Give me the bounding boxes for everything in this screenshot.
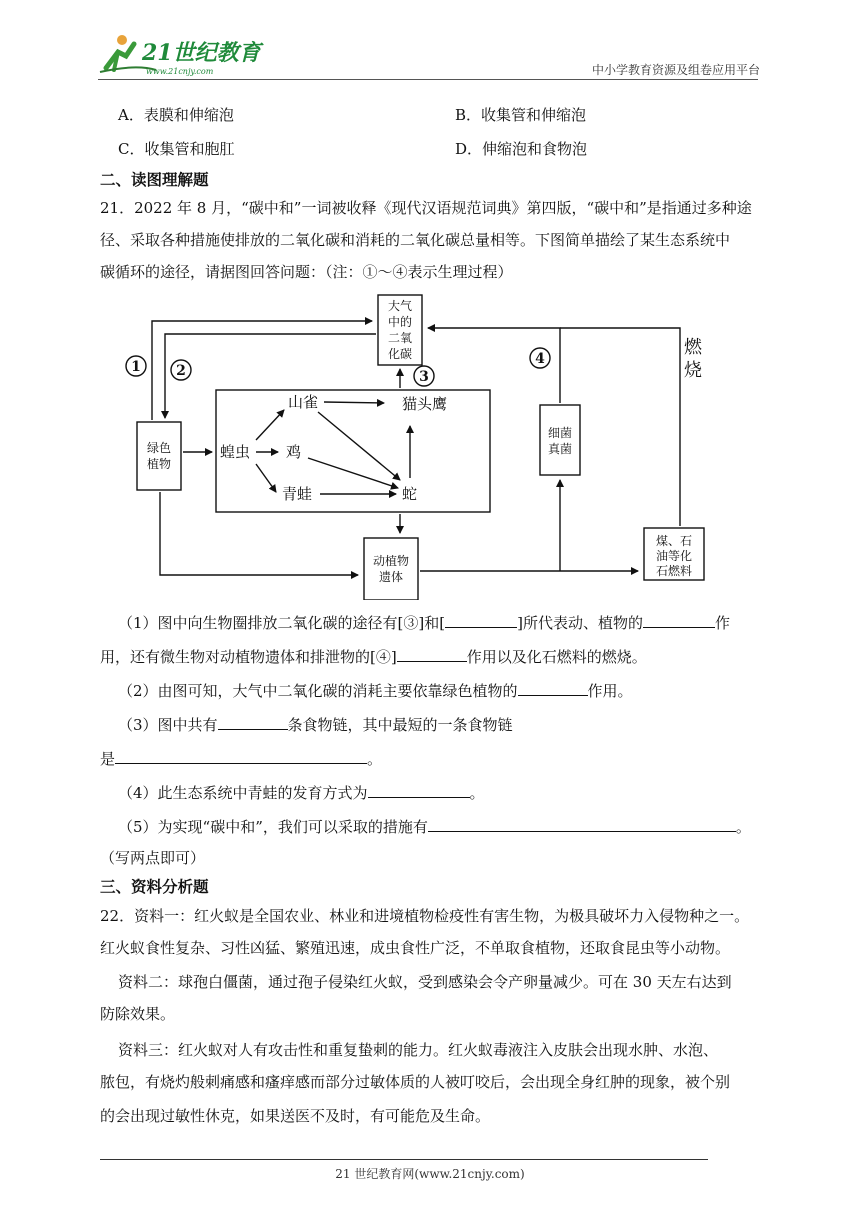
q21-sub5 bbox=[118, 816, 751, 837]
answer-blank-2[interactable] bbox=[643, 612, 715, 628]
arrow-plants-remains bbox=[160, 492, 358, 575]
answer-blank-7[interactable] bbox=[368, 782, 470, 798]
organism-owl: 猫头鹰 bbox=[402, 395, 448, 413]
answer-blank-3[interactable] bbox=[397, 646, 467, 662]
answer-blank-5[interactable] bbox=[218, 714, 288, 730]
atmosphere-label-3: 二氧 bbox=[387, 331, 413, 345]
answer-blank-6[interactable] bbox=[115, 748, 367, 764]
organism-snake: 蛇 bbox=[402, 485, 418, 503]
q21-sub1-text-b: ]所代表动、植物的 bbox=[517, 614, 643, 632]
option-d: D．伸缩泡和食物泡 bbox=[455, 140, 588, 158]
organism-chicken: 鸡 bbox=[286, 443, 302, 461]
fossil-label-2: 油等化 bbox=[655, 549, 693, 563]
q21-sub2 bbox=[118, 680, 633, 701]
answer-blank-1[interactable] bbox=[445, 612, 517, 628]
q21-sub3-text-c: 是 bbox=[100, 750, 116, 768]
q22-line-7: 的会出现过敏性休克，如果送医不及时，有可能危及生命。 bbox=[100, 1107, 491, 1125]
arrow-sparrow-snake bbox=[318, 412, 400, 480]
logo-text: 21世纪教育 bbox=[142, 40, 261, 66]
answer-blank-8[interactable] bbox=[428, 816, 736, 832]
q21-line-3: 碳循环的途径，请据图回答问题：（注：①～④表示生理过程） bbox=[100, 263, 513, 281]
footer-divider bbox=[100, 1159, 708, 1160]
atmosphere-label-2: 中的 bbox=[387, 315, 413, 329]
q21-sub3-line1 bbox=[118, 714, 513, 735]
arrow-sparrow-owl bbox=[324, 402, 384, 403]
marker-4: 4 bbox=[535, 351, 545, 367]
remains-label-2: 遗体 bbox=[378, 570, 404, 584]
q22-line-5: 资料三：红火蚁对人有攻击性和重复蛰刺的能力。红火蚁毒液注入皮肤会出现水肿、水泡、 bbox=[118, 1041, 719, 1059]
q21-sub5-text-a: （5）为实现“碳中和”，我们可以采取的措施有 bbox=[118, 818, 428, 836]
q22-line-4: 防除效果。 bbox=[100, 1005, 176, 1023]
footer-text: 21 世纪教育网(www.21cnjy.com) bbox=[335, 1167, 525, 1181]
green-plants-box bbox=[137, 422, 181, 490]
section-title-reading: 二、读图理解题 bbox=[100, 171, 209, 189]
q21-sub2-text-b: 作用。 bbox=[587, 682, 633, 700]
green-plants-label-1: 绿色 bbox=[146, 441, 172, 455]
marker-1: 1 bbox=[131, 359, 141, 375]
atmosphere-label-1: 大气 bbox=[387, 299, 413, 313]
arrow-2 bbox=[165, 334, 376, 418]
q21-sub3-text-a: （3）图中共有 bbox=[118, 716, 218, 734]
atmosphere-label-4: 化碳 bbox=[387, 347, 413, 361]
q22-line-1: 22．资料一：红火蚁是全国农业、林业和进境植物检疫性有害生物，为极具破坏力入侵物种之一。 bbox=[100, 907, 750, 925]
burn-label-2: 烧 bbox=[684, 360, 702, 381]
q21-sub2-text-a: （2）由图可知，大气中二氧化碳的消耗主要依靠绿色植物的 bbox=[118, 682, 518, 700]
q21-sub3-text-d: 。 bbox=[367, 750, 383, 768]
arrow-locust-frog bbox=[256, 464, 276, 492]
q22-line-6: 脓包，有烧灼般刺痛感和瘙痒感而部分过敏体质的人被叮咬后，会出现全身红肿的现象，被个别 bbox=[100, 1073, 731, 1091]
organism-locust: 蝗虫 bbox=[220, 443, 251, 461]
q21-line-2: 径、采取各种措施使排放的二氧化碳和消耗的二氧化碳总量相等。下图简单描绘了某生态系统中 bbox=[100, 231, 731, 249]
q21-sub1-line1 bbox=[118, 612, 730, 633]
q21-sub1-text-a: （1）图中向生物圈排放二氧化碳的途径有[③]和[ bbox=[118, 614, 446, 632]
q22-line-2: 红火蚁食性复杂、习性凶猛、繁殖迅速，成虫食性广泛，不单取食植物，还取食昆虫等小动物。 bbox=[100, 939, 731, 957]
organism-frog: 青蛙 bbox=[282, 485, 313, 503]
q21-sub5-text-b: 。 bbox=[735, 818, 751, 836]
q21-sub4-text-a: （4）此生态系统中青蛙的发育方式为 bbox=[118, 784, 368, 802]
remains-box bbox=[364, 538, 418, 600]
q21-line-1: 21．2022 年 8 月，“碳中和”一词被收释《现代汉语规范词典》第四版，“碳中和”是指通过多种途 bbox=[100, 199, 752, 217]
arrow-burning bbox=[560, 328, 680, 526]
organism-sparrow: 山雀 bbox=[288, 393, 319, 411]
logo-url: www.21cnjy.com bbox=[146, 67, 214, 76]
bacteria-label-1: 细菌 bbox=[547, 426, 573, 440]
green-plants-label-2: 植物 bbox=[146, 457, 172, 471]
q21-sub1-text-c: 作 bbox=[714, 614, 730, 632]
q21-sub1-text-e: 作用以及化石燃料的燃烧。 bbox=[466, 648, 647, 666]
bacteria-label-2: 真菌 bbox=[547, 442, 573, 456]
section-title-material: 三、资料分析题 bbox=[100, 878, 209, 896]
q21-sub4 bbox=[118, 782, 485, 803]
burn-label-1: 燃 bbox=[684, 337, 702, 358]
option-c: C．收集管和胞肛 bbox=[118, 140, 235, 158]
q21-sub5-note: （写两点即可） bbox=[100, 849, 206, 867]
option-b: B．收集管和伸缩泡 bbox=[455, 106, 587, 124]
q22-line-3: 资料二：球孢白僵菌，通过孢子侵染红火蚁，受到感染会令产卵量减少。可在 30 天左右达到 bbox=[118, 973, 732, 991]
fossil-label-3: 石燃料 bbox=[655, 564, 693, 578]
arrow-chicken-snake bbox=[308, 458, 398, 488]
q21-sub1-text-d: 用，还有微生物对动植物遗体和排泄物的[④] bbox=[100, 648, 397, 666]
q21-sub3-line2 bbox=[100, 748, 382, 769]
arrow-locust-sparrow bbox=[256, 410, 284, 440]
fossil-label-1: 煤、石 bbox=[655, 534, 693, 548]
answer-blank-4[interactable] bbox=[518, 680, 588, 696]
header-platform-text: 中小学教育资源及组卷应用平台 bbox=[591, 63, 760, 77]
bacteria-fungi-box bbox=[540, 405, 580, 475]
carbon-cycle-diagram bbox=[0, 0, 860, 600]
option-a: A．表膜和伸缩泡 bbox=[118, 106, 234, 124]
marker-2: 2 bbox=[176, 363, 186, 379]
marker-3: 3 bbox=[419, 369, 429, 385]
q21-sub1-line2 bbox=[100, 646, 647, 667]
q21-sub3-text-b: 条食物链，其中最短的一条食物链 bbox=[287, 716, 513, 734]
remains-label-1: 动植物 bbox=[372, 554, 410, 568]
q21-sub4-text-b: 。 bbox=[469, 784, 485, 802]
